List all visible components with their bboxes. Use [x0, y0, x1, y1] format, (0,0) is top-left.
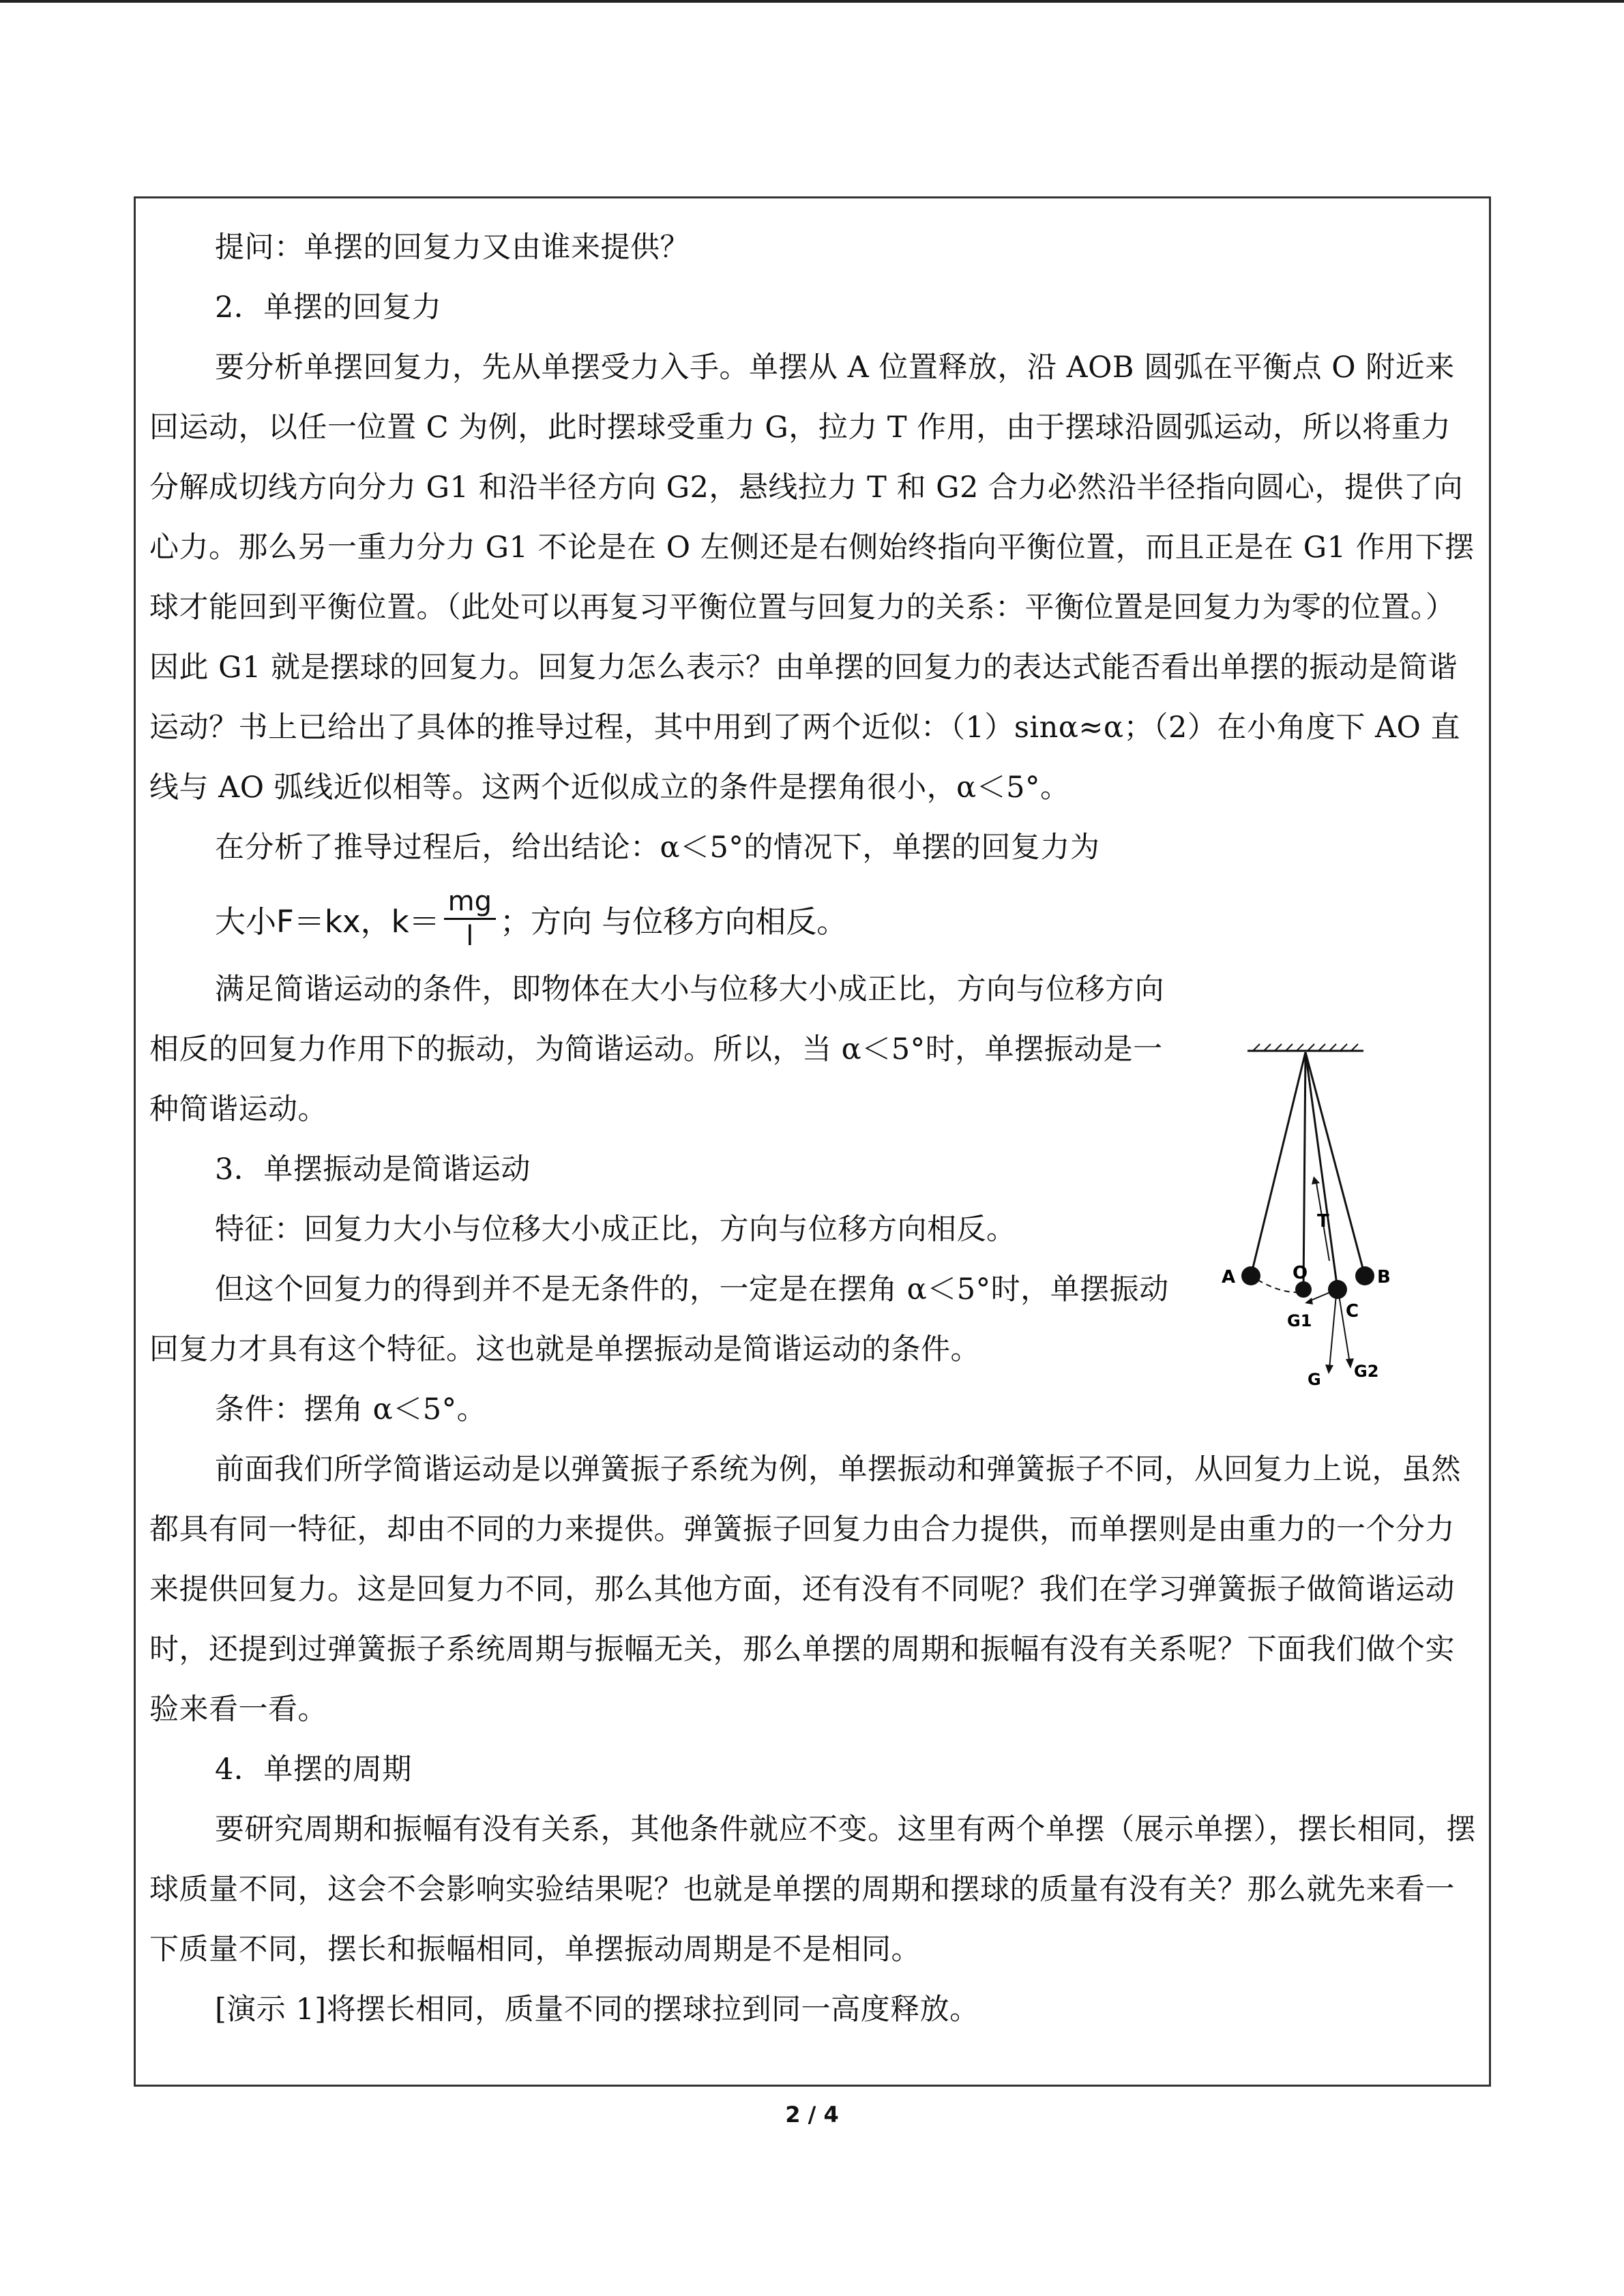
g1-arrow-head — [1305, 1298, 1313, 1304]
paragraph-analysis: 要分析单摆回复力，先从单摆受力入手。单摆从 A 位置释放，沿 AOB 圆弧在平衡点 O 附近来回运动，以任一位置 C 为例，此时摆球受重力 G，拉力 T 作用，由于摆球沿圆弧运动，所以将重力分解成切线方向分力 G1 和沿半径方向 G2，悬线拉力 T 和 G2 合力必然沿半径指向圆心，提供了向心力。那么另一重力分力 G1 不论是在 O 左侧还是右侧始终指向平衡位置，而且正是在 G1 作用下摆球才能回到平衡位置。（此处可以再复习平衡位置与回复力的关系：平衡位置是回复力为零的位置。）因此 G1 就是摆球的回复力。回复力怎么表示？由单摆的回复力的表达式能否看出单摆的振动是简谐运动？书上已给出了具体的推导过程，其中用到了两个近似：（1）sinα≈α；（2）在小角度下 AO 直线与 AO 弧线近似相等。这两个近似成立的条件是摆角很小，α＜5°。 — [149, 351, 1475, 805]
label-O: O — [1293, 1263, 1308, 1283]
formula-tail: ；方向 与位移方向相反。 — [500, 903, 848, 940]
label-G2: G2 — [1354, 1362, 1379, 1381]
paragraph-condition-explain: 但这个回复力的得到并不是无条件的，一定是在摆角 α＜5°时，单摆振动回复力才具有这个特征。这也就是单摆振动是简谐运动的条件。 — [149, 1272, 1169, 1367]
label-G: G — [1308, 1370, 1321, 1389]
g-arrow — [1329, 1295, 1336, 1369]
content-frame — [134, 196, 1491, 2087]
paragraph-demo-1: [演示 1]将摆长相同，质量不同的摆球拉到同一高度释放。 — [215, 1993, 979, 2027]
string-to-C — [1305, 1052, 1338, 1289]
top-border-line — [0, 0, 1624, 3]
label-C: C — [1346, 1301, 1359, 1322]
tension-arrow-head — [1312, 1176, 1320, 1184]
wrapped-text-block — [149, 959, 1186, 1380]
g-arrow-head — [1325, 1365, 1333, 1374]
document-body — [149, 218, 1479, 2040]
section-heading-3: 3．单摆振动是简谐运动 — [215, 1152, 531, 1187]
paragraph-comparison: 前面我们所学简谐运动是以弹簧振子系统为例，单摆振动和弹簧振子不同，从回复力上说，虽然都具有同一特征，却由不同的力来提供。弹簧振子回复力由合力提供，而单摆则是由重力的一个分力来提供回复力。这是回复力不同，那么其他方面，还有没有不同呢？我们在学习弹簧振子做简谐运动时，还提到过弹簧振子系统周期与振幅无关，那么单摆的周期和振幅有没有关系呢？下面我们做个实验来看一看。 — [149, 1452, 1461, 1727]
paragraph-shm-condition: 满足简谐运动的条件，即物体在大小与位移大小成正比，方向与位移方向相反的回复力作用下的振动，为简谐运动。所以，当 α＜5°时，单摆振动是一种简谐运动。 — [149, 972, 1164, 1127]
label-G1: G1 — [1287, 1311, 1312, 1330]
paragraph-period-research: 要研究周期和振幅有没有关系，其他条件就应不变。这里有两个单摆（展示单摆），摆长相同，摆球质量不同，这会不会影响实验结果呢？也就是单摆的周期和摆球的质量有没有关？那么就先来看一下质量不同，摆长和振幅相同，单摆振动周期是不是相同。 — [149, 1813, 1476, 1967]
section-heading-2: 2．单摆的回复力 — [215, 290, 442, 325]
pendulum-diagram — [1220, 1043, 1479, 1425]
g2-arrow-head — [1346, 1358, 1354, 1369]
paragraph-condition: 条件：摆角 α＜5°。 — [215, 1392, 487, 1427]
string-to-A — [1251, 1052, 1305, 1276]
label-B: B — [1377, 1267, 1391, 1287]
paragraph-feature: 特征：回复力大小与位移大小成正比，方向与位移方向相反。 — [215, 1212, 1016, 1247]
formula-numerator: mg — [444, 886, 496, 920]
paragraph-conclusion-intro: 在分析了推导过程后，给出结论：α＜5°的情况下，单摆的回复力为 — [215, 831, 1100, 865]
paragraph-question: 提问：单摆的回复力又由谁来提供？ — [215, 230, 690, 265]
bob-O — [1295, 1281, 1312, 1298]
label-A: A — [1222, 1267, 1236, 1287]
section-heading-4: 4．单摆的周期 — [215, 1753, 412, 1787]
bob-C — [1328, 1280, 1347, 1299]
formula-lead: 大小F＝kx，k＝ — [215, 903, 440, 940]
bob-A — [1241, 1266, 1260, 1285]
string-to-O — [1303, 1052, 1305, 1289]
page-number: 2 / 4 — [785, 2102, 839, 2128]
restoring-force-formula — [149, 878, 1479, 959]
formula-denominator: l — [466, 920, 474, 952]
label-T: T — [1317, 1211, 1329, 1232]
string-to-B — [1305, 1052, 1365, 1276]
formula-fraction — [444, 886, 496, 951]
bob-B — [1355, 1266, 1374, 1285]
